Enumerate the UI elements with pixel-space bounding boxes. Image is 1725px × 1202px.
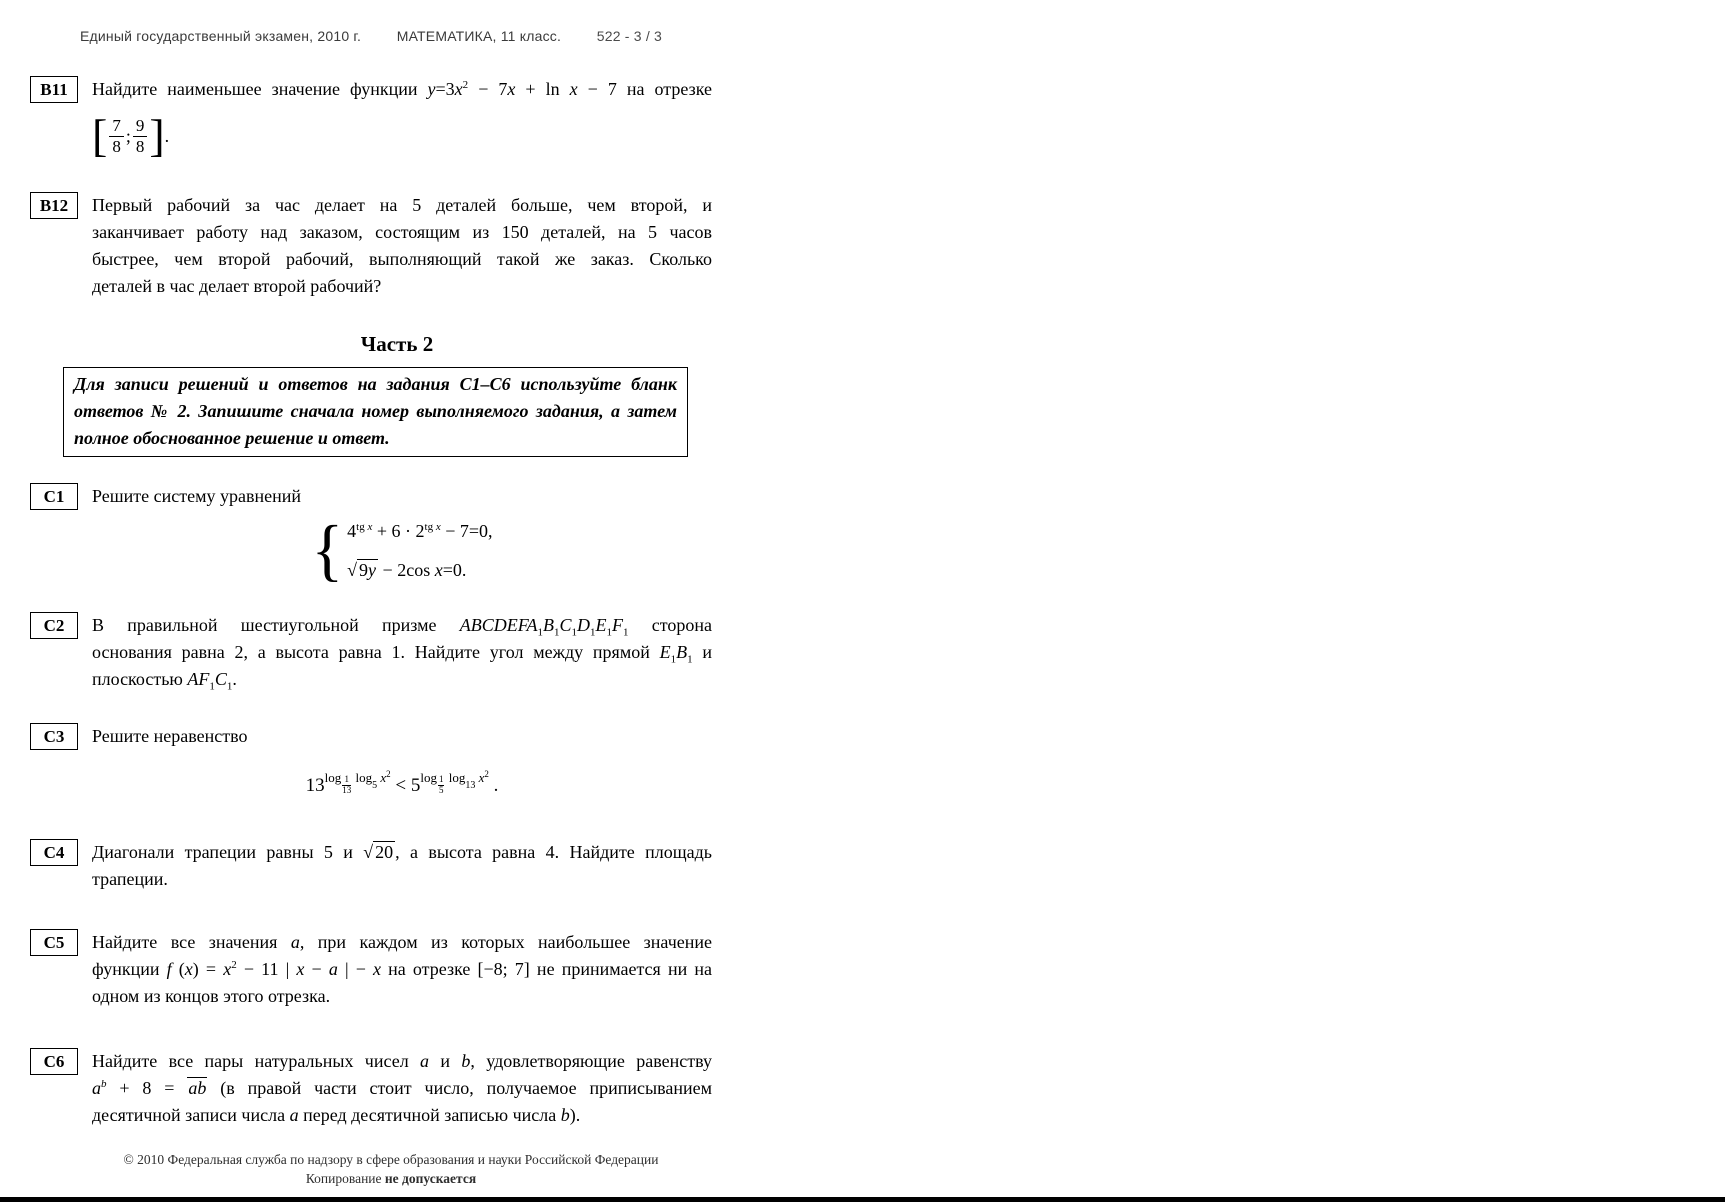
problem-c2-line-2: основания равна 2, а высота равна 1. Найдите угол между прямой $E_1B_1$ и xyxy=(92,642,712,666)
problem-c6-line-1: Найдите все пары натуральных чисел a и b, удовлетворяющие равенству xyxy=(92,1051,713,1071)
problem-c4 xyxy=(30,839,712,893)
problem-b12-label: B12 xyxy=(30,192,78,219)
problem-c6-line-2: $a^b + 8$ = ab (в правой части стоит число, получаемое приписыванием xyxy=(92,1078,712,1098)
system-equation-1: $4^{tg x} + 6 \cdot 2^{tg x} - 7=0$, xyxy=(347,521,493,541)
problem-c2-label: C2 xyxy=(30,612,78,639)
problem-c6 xyxy=(30,1048,712,1129)
problem-c1-label: C1 xyxy=(30,483,78,510)
part2-instruction-box xyxy=(63,367,688,457)
instruction-line-3: полное обоснованное решение и ответ. xyxy=(74,428,390,448)
problem-c1-body xyxy=(92,483,712,589)
problem-b12-line-4: деталей в час делает второй рабочий? xyxy=(92,276,382,296)
problem-c2-body xyxy=(92,612,712,693)
problem-b11-body xyxy=(92,76,712,163)
problem-b12-line-2: заканчивает работу над заказом, состоящим из 150 деталей, на 5 часов xyxy=(92,222,712,242)
problem-c4-body xyxy=(92,839,712,893)
problem-c5-label: C5 xyxy=(30,929,78,956)
problem-c2-line-1: В правильной шестиугольной призме $ABCDEFA_1B_1C_1D_1E_1F_1$ сторона xyxy=(92,615,712,639)
problem-b11-line-1: Найдите наименьшее значение функции $y=3x^2 - 7x + \ln x - 7$ на отрезке xyxy=(92,79,712,99)
problem-c3-label: C3 xyxy=(30,723,78,750)
problem-c2-line-3: плоскостью $AF_1C_1$. xyxy=(92,669,237,693)
problem-c2 xyxy=(30,612,712,693)
subject-title: МАТЕМАТИКА, 11 класс. xyxy=(396,28,562,44)
instruction-line-1: Для записи решений и ответов на задания С1–С6 используйте бланк xyxy=(74,374,677,394)
system-brace: { xyxy=(311,511,344,589)
problem-c3 xyxy=(30,723,712,812)
problem-c4-line-1: Диагонали трапеции равны 5 и √ 20 , а высота равна 4. Найдите площадь xyxy=(92,842,712,862)
inequality-formula: $13^{log _{\frac{1}{13}} log_5 x^2} < 5^{log _{\frac{1}{5}} log_{13} x^2}$ . xyxy=(305,769,499,796)
equation-system xyxy=(311,511,493,589)
problem-c1-system xyxy=(92,511,712,589)
problem-c4-label: C4 xyxy=(30,839,78,866)
page-footer xyxy=(30,1150,712,1188)
problem-b11 xyxy=(30,76,712,163)
problem-c5-line-1: Найдите все значения a, при каждом из которых наибольшее значение xyxy=(92,932,712,952)
problem-c3-intro: Решите неравенство xyxy=(92,726,248,746)
problem-c5-body xyxy=(92,929,712,1010)
problem-c3-body xyxy=(92,723,712,812)
problem-c1 xyxy=(30,483,712,589)
problem-c6-label: C6 xyxy=(30,1048,78,1075)
problem-b12-body xyxy=(92,192,712,300)
exam-title: Единый государственный экзамен, 2010 г. xyxy=(80,28,362,44)
problem-c6-body xyxy=(92,1048,712,1129)
problem-b12-line-1: Первый рабочий за час делает на 5 деталей больше, чем второй, и xyxy=(92,195,712,215)
problem-c5-line-3: одном из концов этого отрезка. xyxy=(92,986,331,1006)
problem-b11-interval: [ 7 8 ; 9 8 ] . xyxy=(92,110,170,161)
problem-c5 xyxy=(30,929,712,1010)
system-equation-2: √ 9y − 2cos x=0. xyxy=(347,560,467,580)
footer-copyright: © 2010 Федеральная служба по надзору в сфере образования и науки Российской Федерации xyxy=(123,1152,659,1167)
content-column xyxy=(30,70,712,1188)
page-header xyxy=(80,28,662,44)
problem-b12 xyxy=(30,192,712,300)
instruction-line-2: ответов № 2. Запишите сначала номер выполняемого задания, а затем xyxy=(74,401,677,421)
system-equations xyxy=(347,516,492,585)
scan-edge-line xyxy=(0,1197,1725,1202)
problem-c1-intro: Решите систему уравнений xyxy=(92,486,301,506)
footer-copy-notice: Копирование не допускается xyxy=(305,1171,477,1186)
problem-c5-line-2: функции f $(x) = x^2 - 11$ | x − a | − x на отрезке [−8; 7] не принимается ни на xyxy=(92,959,712,979)
page-code: 522 - 3 / 3 xyxy=(596,28,662,44)
problem-b12-line-3: быстрее, чем второй рабочий, выполняющий такой же заказ. Сколько xyxy=(92,249,712,269)
part2-heading: Часть 2 xyxy=(360,332,434,356)
problem-c4-line-2: трапеции. xyxy=(92,869,168,889)
problem-b11-label: B11 xyxy=(30,76,78,103)
problem-c6-line-3: десятичной записи числа a перед десятичной записью числа b). xyxy=(92,1105,581,1125)
